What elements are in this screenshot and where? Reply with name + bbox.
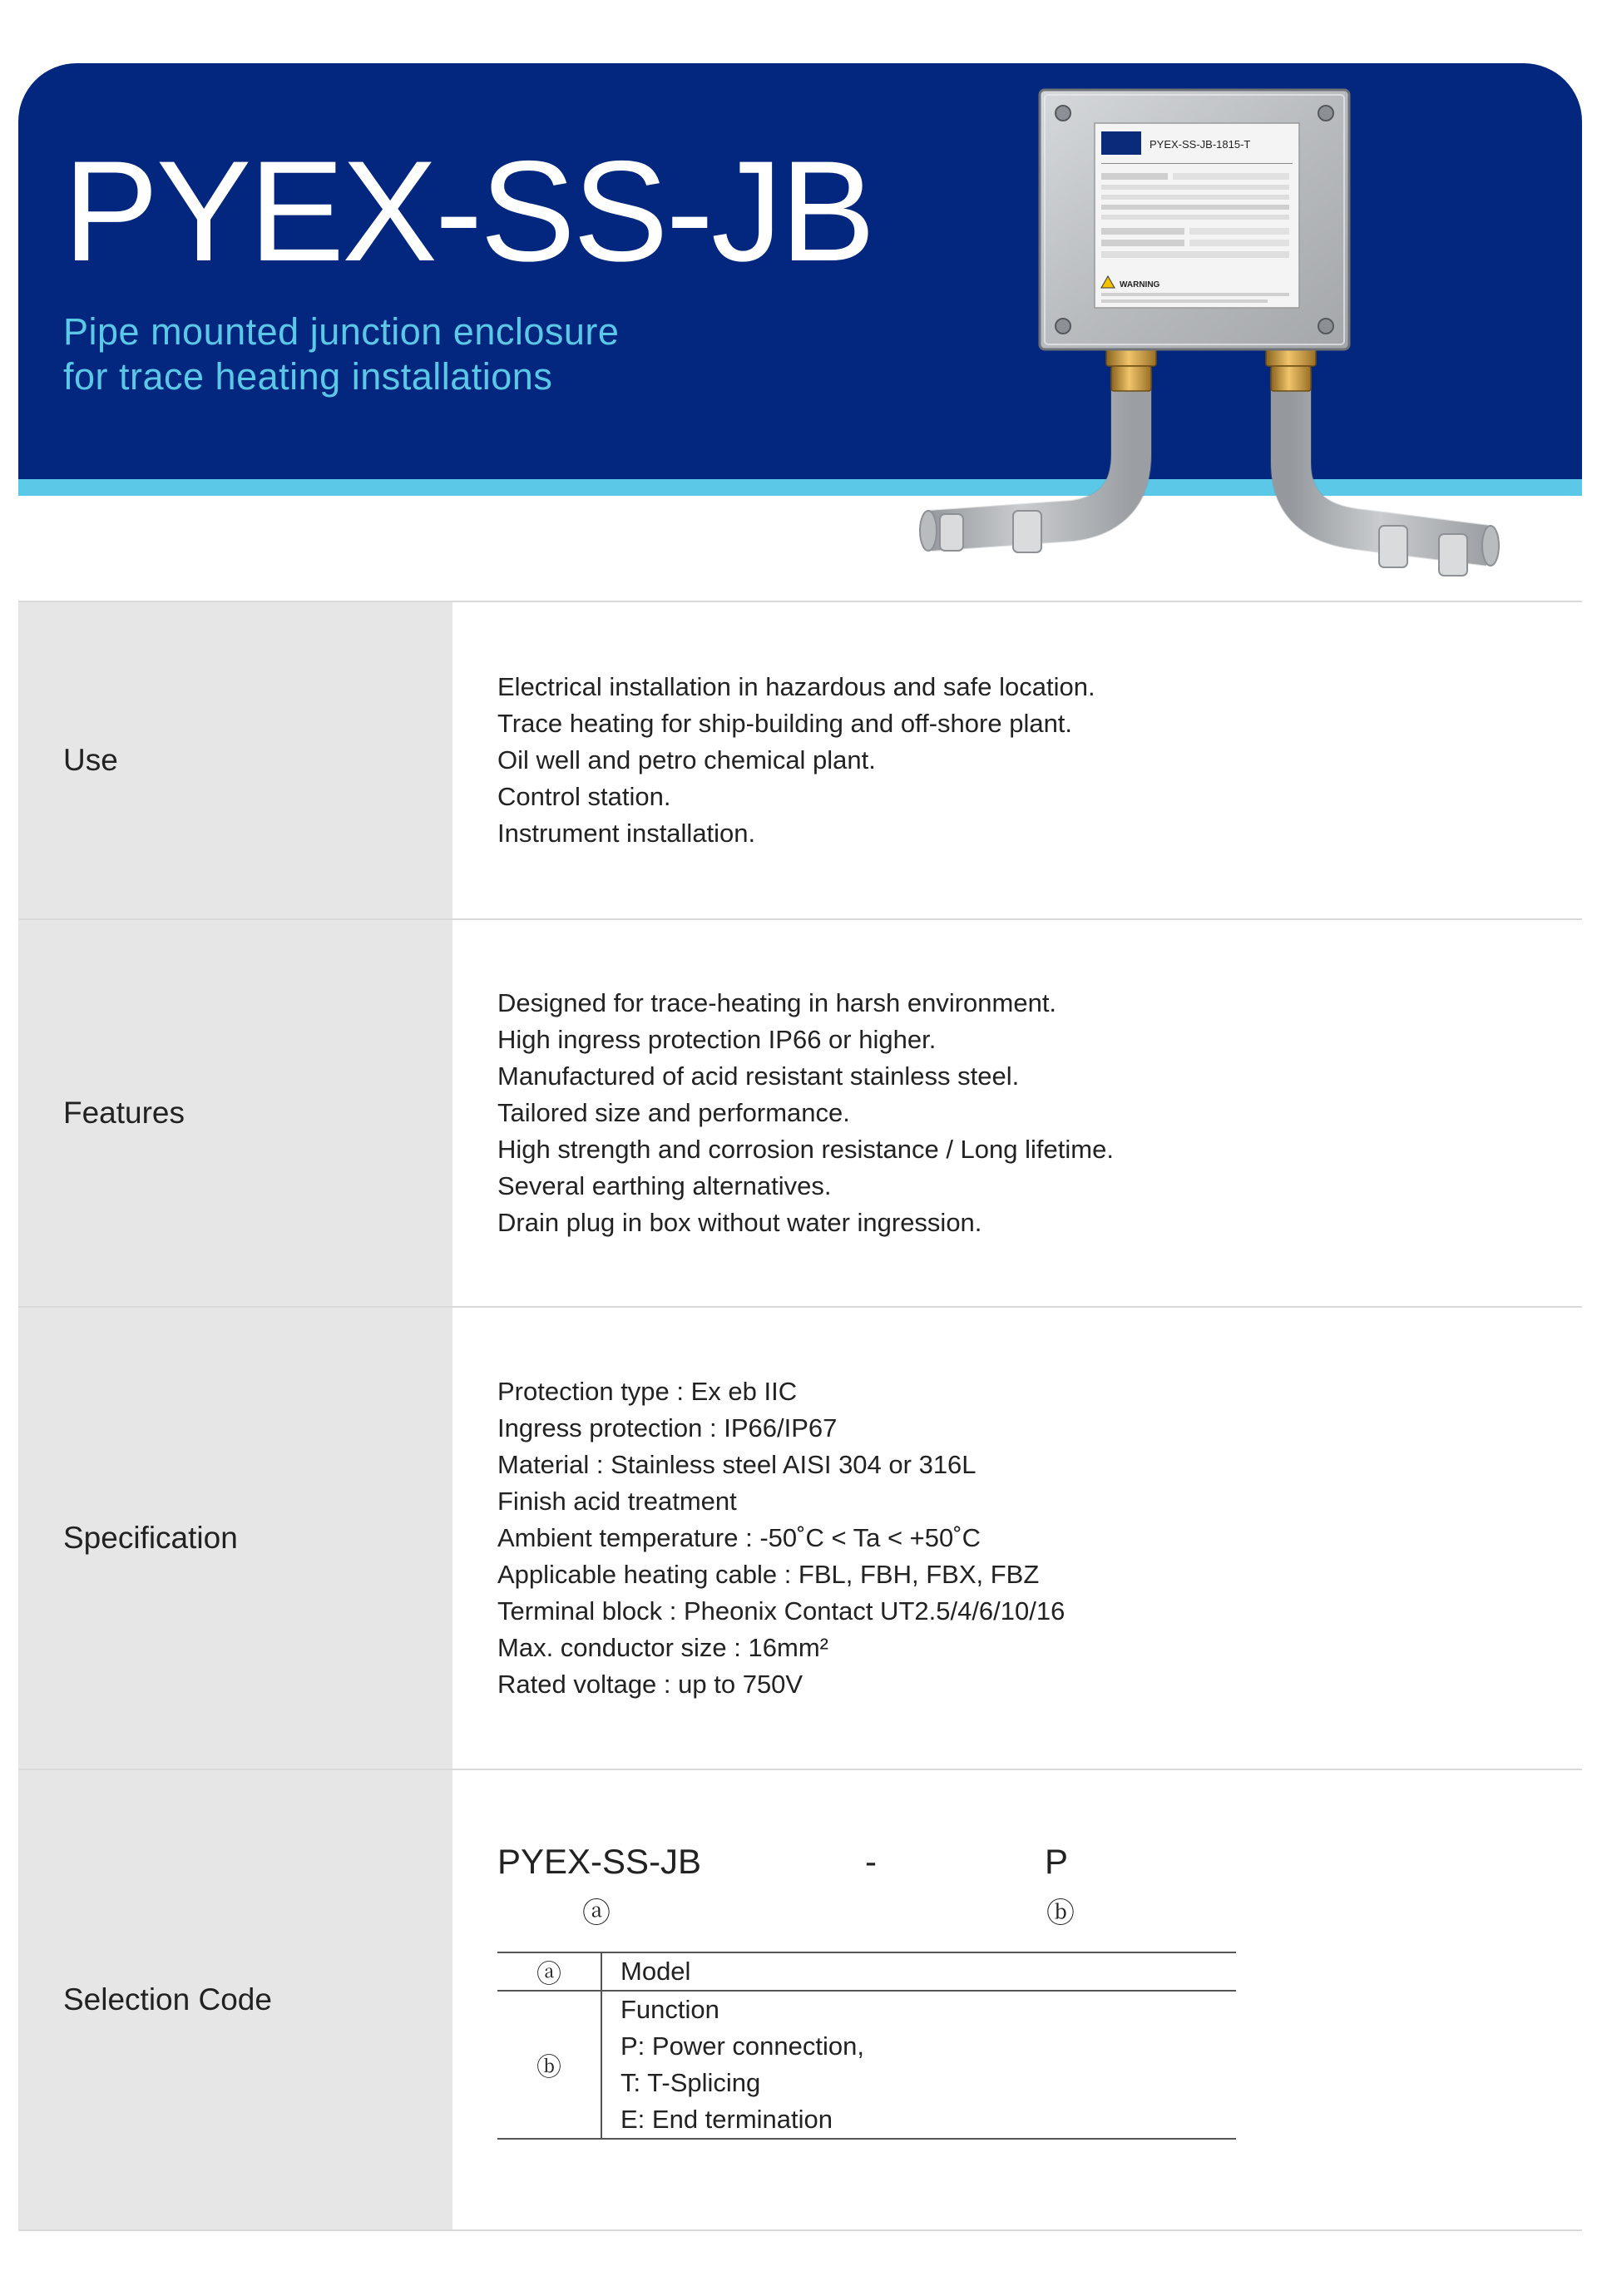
features-line: High ingress protection IP66 or higher. [497,1025,937,1054]
use-line: Oil well and petro chemical plant. [497,745,876,774]
row-label-selection-code: Selection Code [18,1770,452,2229]
row-selection-code [18,1769,1582,2231]
left-pipe-outline [930,371,1131,531]
spec-line: Ingress protection : IP66/IP67 [497,1413,838,1442]
label-plate-model: PYEX-SS-JB-1815-T [1150,138,1251,151]
table-symbol-b: ⓑ [497,1991,601,2139]
pipe-clamp [1013,511,1041,552]
row-features [18,918,1582,1306]
row-label-use: Use [18,602,452,918]
row-specification [18,1306,1582,1769]
screw-icon [1056,319,1070,334]
product-image-junction-box [907,80,1530,586]
table-desc-a [601,1952,1236,1991]
spec-line: Applicable heating cable : FBL, FBH, FBX, FBZ [497,1560,1040,1589]
selection-code-table [497,1952,1236,2140]
table-row [497,1952,1236,1991]
page-title: PYEX-SS-JB [63,131,873,291]
spec-line: Material : Stainless steel AISI 304 or 316L [497,1450,976,1479]
spec-table [18,601,1582,2231]
features-line: Manufactured of acid resistant stainless steel. [497,1061,1020,1091]
right-pipe-end [1482,526,1499,566]
code-model: PYEX-SS-JB [497,1842,702,1881]
screw-icon [1318,106,1333,121]
table-symbol-a: ⓐ [497,1952,601,1991]
table-desc-line: T: T-Splicing [621,2068,761,2097]
table-desc-line: E: End termination [621,2105,833,2134]
label-plate-warning: WARNING [1120,280,1160,289]
features-line: Several earthing alternatives. [497,1171,832,1200]
table-desc-line: Model [621,1957,691,1986]
screw-icon [1056,106,1070,121]
spec-line: Ambient temperature : -50˚C < Ta < +50˚C [497,1523,981,1552]
table-desc-line: Function [621,1995,719,2024]
page-subtitle [63,309,812,399]
pipe-clamp [1379,526,1407,567]
use-line: Electrical installation in hazardous and safe location. [497,672,1095,701]
row-use [18,601,1582,918]
use-line: Control station. [497,782,671,811]
row-content-selection-code [452,1770,1582,2229]
use-line: Trace heating for ship-building and off-shore plant. [497,709,1073,738]
table-row [497,1991,1236,2139]
code-marker-b: ⓑ [1046,1898,1075,1929]
left-pipe-end [920,511,937,551]
table-desc-line: P: Power connection, [621,2031,864,2061]
label-plate-logo [1101,131,1141,155]
row-content-features [452,920,1582,1306]
spec-line: Terminal block : Pheonix Contact UT2.5/4/6/10/16 [497,1596,1065,1626]
right-pipe-outline [1291,371,1489,546]
features-line: Designed for trace-heating in harsh environment. [497,988,1057,1017]
row-label-specification: Specification [18,1308,452,1769]
row-content-use [452,602,1582,918]
cable-gland-right-nut [1271,366,1311,391]
selection-code-block [497,1770,1582,2229]
pipe-clamp [1439,534,1467,576]
features-line: Drain plug in box without water ingression. [497,1208,982,1237]
row-label-features: Features [18,920,452,1306]
cable-gland-left-nut [1111,366,1151,391]
spec-line: Rated voltage : up to 750V [497,1670,803,1699]
features-line: High strength and corrosion resistance / Long lifetime. [497,1135,1114,1164]
pipe-clamp [940,514,963,551]
code-function: P [1045,1842,1069,1881]
subtitle-line: for trace heating installations [63,355,553,398]
code-separator: - [865,1842,877,1881]
spec-line: Finish acid treatment [497,1487,737,1516]
use-line: Instrument installation. [497,819,756,848]
screw-icon [1318,319,1333,334]
table-desc-b [601,1991,1236,2139]
spec-line: Protection type : Ex eb IIC [497,1377,798,1406]
spec-line: Max. conductor size : 16mm² [497,1633,828,1662]
features-line: Tailored size and performance. [497,1098,850,1127]
subtitle-line: Pipe mounted junction enclosure [63,310,620,353]
code-marker-a: ⓐ [582,1898,611,1929]
row-content-specification [452,1308,1582,1769]
